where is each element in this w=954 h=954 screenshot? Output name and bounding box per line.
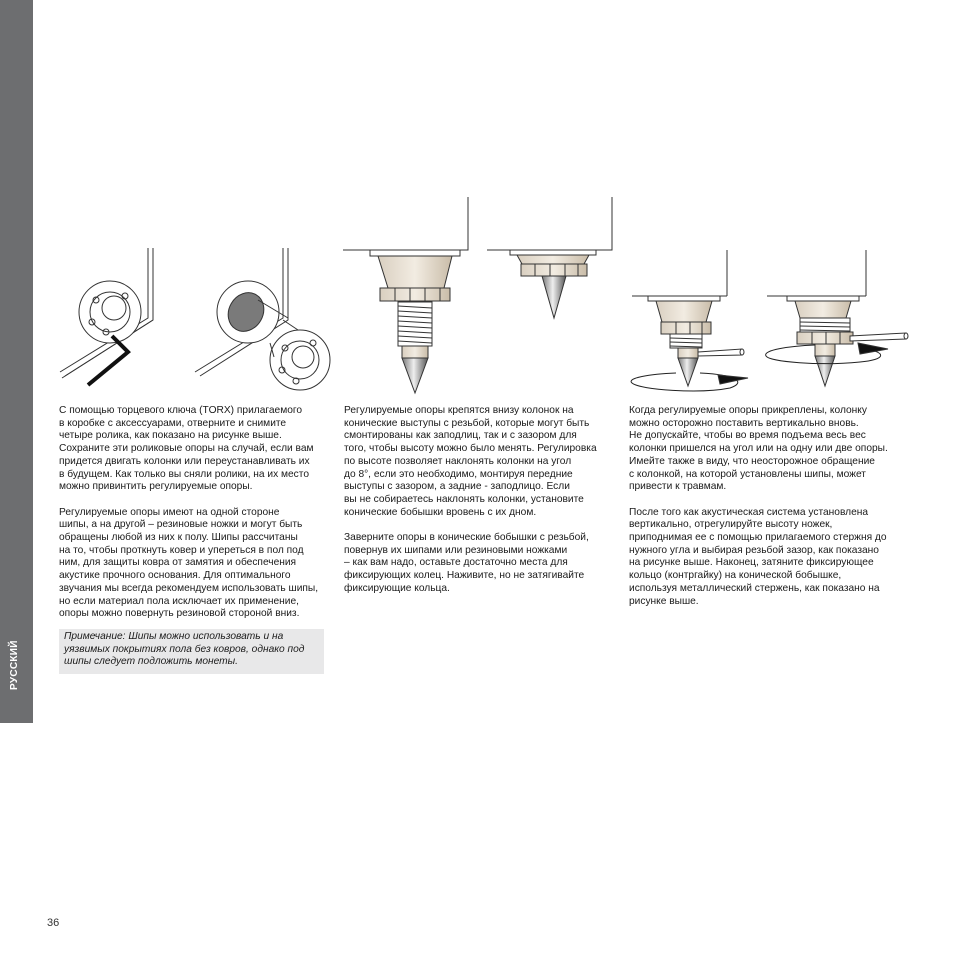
column-2-paragraph-2: Заверните опоры в конические бобышки с резьбой, повернув их шипами или резиновыми ножками – как вам надо, оставьте достаточно места для фиксирующих колец. Наживите, но не затягивайте фиксирующие кольца.	[344, 532, 589, 594]
column-1-paragraph-2: Регулируемые опоры имеют на одной стороне шипы, а на другой – резиновые ножки и могут быть обращены любой из них к полу. Шипы рассчитаны на то, чтобы проткнуть ковер и упереться в пол под ним, для защиты ковра от замятия и обеспечения акустике прочного основания. Для оптимального звучания мы всегда рекомендуем использовать шипы, но если материал пола исключает их применение, опоры можно повернуть резиновой стороной вниз.	[59, 506, 319, 620]
column-2	[344, 405, 612, 608]
column-3-paragraph-2: После того как акустическая система установлена вертикально, отрегулируйте высоту ножек, приподнимая ее с помощью прилагаемого стержня до нужного угла и выбирая резьбой зазор, как показано на рисунке выше. Наконец, затяните фиксирующее кольцо (контргайку) на конической бобышке, используя металлический стержень, как показано на рисунке выше.	[629, 506, 887, 607]
language-label: РУССКИЙ	[9, 640, 20, 690]
illustrations	[0, 0, 954, 400]
column-2-paragraph-1: Регулируемые опоры крепятся внизу колонок на конические выступы с резьбой, которые могут быть смонтированы как заподлиц, так и с зазором для того, чтобы высоту можно было менять. Регулировка по высоте позволяет наклонять колонки на угол до 8°, если это необходимо, монтируя передние выступы с зазором, а задние - заподлицо. Если вы не собираетесь наклонять колонки, установите конические бобышки вровень с их дном.	[344, 405, 597, 518]
column-3	[629, 405, 897, 621]
column-1	[59, 405, 327, 634]
page-number: 36	[47, 917, 60, 929]
column-3-paragraph-1: Когда регулируемые опоры прикреплены, колонку можно осторожно поставить вертикально вновь. Не допускайте, чтобы во время подъема весь вес колонки пришелся на угол или на одну или две опоры. Имейте также в виду, что неосторожное обращение с колонкой, на которой установлены шипы, может привести к травмам.	[629, 405, 888, 493]
column-1-paragraph-1: С помощью торцевого ключа (TORX) прилагаемого в коробке с аксессуарами, отверните и снимите четыре ролика, как показано на рисунке выше. Сохраните эти роликовые опоры на случай, если вам придется двигать колонки или переустанавливать их в будущем. Как только вы сняли ролики, на их место можно привинтить регулируемые опоры.	[59, 405, 314, 493]
spike-threaded-figure	[343, 197, 468, 393]
caster-detached-figure	[195, 248, 330, 390]
rod-adjust-figure	[631, 250, 748, 391]
caster-removal-figure	[60, 248, 153, 385]
spike-flush-figure	[487, 197, 612, 318]
lock-ring-figure	[766, 250, 908, 386]
note-box: Примечание: Шипы можно использовать и на уязвимых покрытиях пола без ковров, однако под шипы следует подложить монеты.	[59, 629, 324, 674]
